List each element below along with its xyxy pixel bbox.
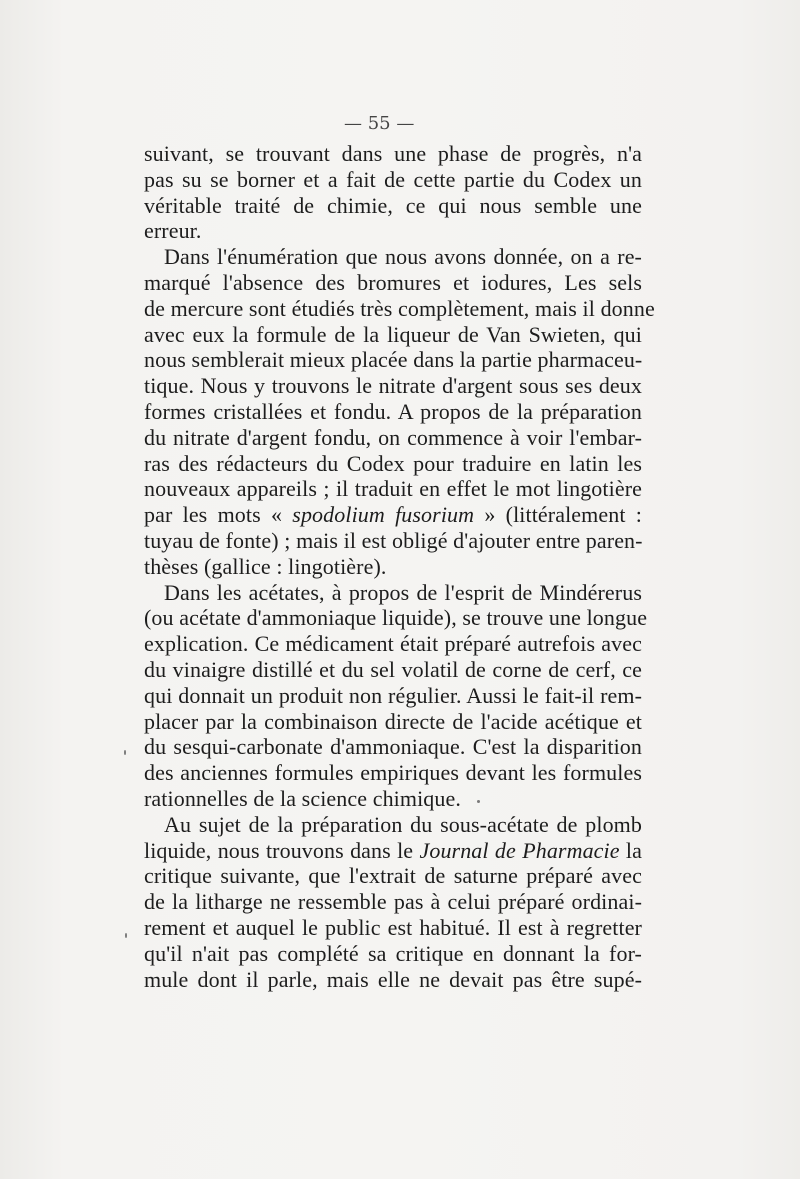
text-line: qui donnait un produit non régulier. Aussi le fait-il rem- (144, 682, 642, 708)
text-line: véritable traité de chimie, ce qui nous semble une (144, 192, 642, 218)
scan-speck (124, 750, 126, 755)
text-line: des anciennes formules empiriques devant les formules (144, 760, 642, 786)
text-line: Dans l'énumération que nous avons donnée, on a re- (164, 244, 642, 270)
text-line: formes cristallées et fondu. A propos de la préparation (144, 398, 642, 424)
text-segment: liquide, nous trouvons dans le (144, 837, 420, 863)
text-segment: par les mots « (144, 502, 293, 528)
text-line: critique suivante, que l'extrait de saturne préparé avec (144, 863, 642, 889)
text-line: du nitrate d'argent fondu, on commence à voir l'embar- (144, 424, 642, 450)
text-line: du sesqui-carbonate d'ammoniaque. C'est la disparition (144, 734, 642, 760)
scan-speck (477, 800, 480, 803)
text-line: placer par la combinaison directe de l'acide acétique et (144, 708, 642, 734)
text-line: du vinaigre distillé et du sel volatil de corne de cerf, ce (144, 656, 642, 682)
text-line: explication. Ce médicament était préparé autrefois avec (144, 631, 642, 657)
text-line: nous semblerait mieux placée dans la partie pharmaceu- (144, 347, 643, 373)
journal-title: Journal de Pharmacie (419, 837, 620, 863)
scan-speck (125, 933, 127, 938)
text-segment: la (619, 837, 643, 863)
text-line: rement et auquel le public est habitué. Il est à regretter (144, 914, 642, 940)
latin-term: spodolium fusorium (292, 502, 475, 528)
text-line: nouveaux appareils ; il traduit en effet le mot lingotière (144, 476, 642, 502)
text-line: marqué l'absence des bromures et iodures, Les sels (144, 269, 642, 295)
body-text (144, 141, 655, 992)
text-line: Dans les acétates, à propos de l'esprit de Mindérerus (164, 579, 642, 605)
text-line: suivant, se trouvant dans une phase de progrès, n'a (144, 141, 642, 166)
text-line: tuyau de fonte) ; mais il est obligé d'ajouter entre paren- (144, 527, 643, 553)
text-line: de mercure sont étudiés très complètement, mais il donne (144, 295, 655, 321)
text-line: erreur. (144, 218, 202, 244)
text-line: tique. Nous y trouvons le nitrate d'argent sous ses deux (144, 373, 642, 399)
text-line: de la litharge ne ressemble pas à celui préparé ordinai- (144, 889, 642, 915)
text-line: (ou acétate d'ammoniaque liquide), se trouve une longue (144, 605, 648, 631)
text-line: rationnelles de la science chimique. (144, 785, 461, 811)
text-line: qu'il n'ait pas complété sa critique en donnant la for- (144, 940, 642, 966)
text-line-mixed (144, 838, 642, 864)
text-line: Au sujet de la préparation du sous-acétate de plomb (164, 811, 642, 837)
text-line: thèses (gallice : lingotière). (144, 553, 387, 579)
text-segment: » (littéralement : (474, 502, 642, 528)
text-line: avec eux la formule de la liqueur de Van Swieten, qui (144, 321, 642, 347)
text-line: mule dont il parle, mais elle ne devait pas être supé- (144, 966, 642, 992)
text-line: pas su se borner et a fait de cette partie du Codex un (144, 166, 642, 192)
text-line-mixed (144, 502, 642, 528)
text-line: ras des rédacteurs du Codex pour traduire en latin les (144, 450, 642, 476)
page-number: — 55 — (344, 113, 415, 134)
